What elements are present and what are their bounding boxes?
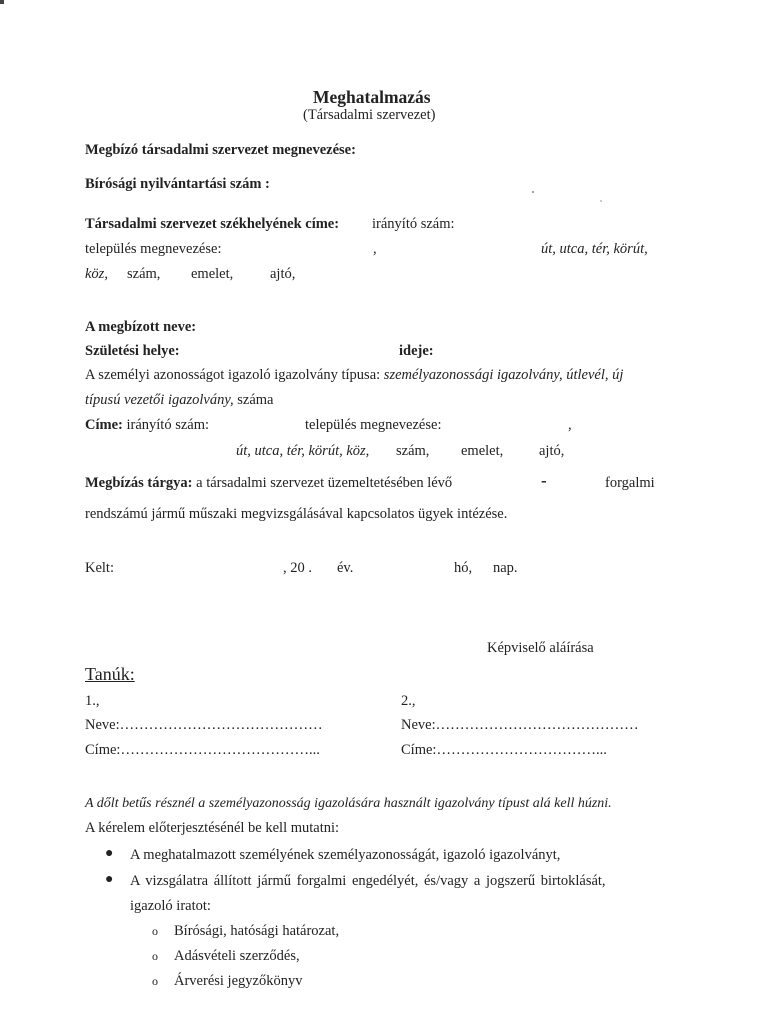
witness-1-name: Neve:…………………………………… — [85, 717, 323, 733]
sub-item-1-text: Bírósági, hatósági határozat, — [174, 923, 340, 939]
date-year: , 20 . — [283, 560, 312, 576]
scan-speck — [532, 191, 534, 193]
bullet-2-text: A vizsgálatra állított jármű forgalmi engedélyét, és/vagy a jogszerű birtoklását, — [130, 873, 606, 889]
subject-label: Megbízás tárgya: — [85, 475, 193, 491]
sub-item-2-marker: o — [152, 949, 158, 963]
seat-floor-label: emelet, — [191, 266, 234, 282]
bullet-1-text: A meghatalmazott személyének személyazonosságát, igazoló igazolványt, — [130, 847, 561, 863]
subject-text-2: rendszámú jármű műszaki megvizsgálásával kapcsolatos ügyek intézése. — [85, 506, 508, 522]
bullet-2-continuation: igazoló iratot: — [130, 898, 211, 914]
agent-number-label: szám, — [396, 443, 430, 459]
subject-line-1 — [85, 474, 452, 492]
bullet-2-marker: ● — [105, 872, 114, 887]
seat-settlement-label: település megnevezése: — [85, 241, 222, 257]
agent-address-line — [85, 416, 209, 434]
scan-speck — [0, 0, 4, 4]
agent-name-label: A megbízott neve: — [85, 319, 197, 335]
witnesses-heading: Tanúk: — [85, 664, 135, 684]
document-title: Meghatalmazás — [313, 87, 431, 107]
id-type-line-2 — [85, 391, 273, 409]
sub-item-3-marker: o — [152, 974, 158, 988]
subject-text-1: a társadalmi szervezet üzemeltetésében lévő — [196, 475, 453, 491]
seat-zip-label: irányító szám: — [372, 216, 455, 232]
id-type-label: A személyi azonosságot igazoló igazolvány típusa: — [85, 367, 381, 383]
principal-name-label: Megbízó társadalmi szervezet megnevezése: — [85, 142, 356, 158]
agent-comma: , — [568, 417, 572, 433]
witness-1-address: Címe:…………………………………... — [85, 742, 320, 758]
agent-birthplace-label: Születési helye: — [85, 343, 180, 359]
witness-2-address: Címe:……………………………... — [401, 742, 607, 758]
bullet-1-marker: ● — [105, 846, 114, 861]
seat-number-label: szám, — [127, 266, 161, 282]
date-kelt-label: Kelt: — [85, 560, 114, 576]
sub-item-3-text: Árverési jegyzőkönyv — [174, 973, 303, 989]
id-number-label: száma — [237, 392, 274, 408]
subject-forgalmi: forgalmi — [605, 475, 655, 491]
seat-door-label: ajtó, — [270, 266, 296, 282]
seat-comma: , — [373, 241, 377, 257]
document-subtitle: (Társadalmi szervezet) — [303, 107, 436, 123]
scan-speck — [600, 200, 602, 202]
agent-settlement-label: település megnevezése: — [305, 417, 442, 433]
underline-note: A dőlt betűs résznél a személyazonosság igazolására használt igazolvány típust alá kell húzni. — [85, 796, 612, 811]
id-type-options-cont: típusú vezetői igazolvány, — [85, 392, 234, 408]
seat-address-label: Társadalmi szervezet székhelyének címe: — [85, 216, 340, 232]
plate-dash: - — [541, 471, 547, 490]
registry-number-label: Bírósági nyilvántartási szám : — [85, 176, 270, 192]
agent-birthtime-label: ideje: — [399, 343, 434, 359]
witness-2-name: Neve:…………………………………… — [401, 717, 639, 733]
sub-item-1-marker: o — [152, 924, 158, 938]
agent-floor-label: emelet, — [461, 443, 504, 459]
agent-address-label: Címe: — [85, 417, 123, 433]
date-nap: nap. — [493, 560, 518, 576]
seat-koz: köz, — [85, 266, 108, 282]
witness-1-number: 1., — [85, 693, 100, 709]
witness-2-number: 2., — [401, 693, 416, 709]
agent-door-label: ajtó, — [539, 443, 565, 459]
signature-label: Képviselő aláírása — [487, 640, 594, 656]
date-ho: hó, — [454, 560, 473, 576]
id-type-line — [85, 366, 623, 384]
submit-intro: A kérelem előterjesztésénél be kell mutatni: — [85, 820, 340, 836]
sub-item-2-text: Adásvételi szerződés, — [174, 948, 300, 964]
agent-zip-label: irányító szám: — [126, 417, 210, 433]
seat-street-types: út, utca, tér, körút, — [541, 241, 648, 257]
id-type-options: személyazonossági igazolvány, útlevél, új — [383, 367, 624, 383]
agent-street-types: út, utca, tér, körút, köz, — [236, 443, 370, 459]
date-ev: év. — [337, 560, 354, 576]
